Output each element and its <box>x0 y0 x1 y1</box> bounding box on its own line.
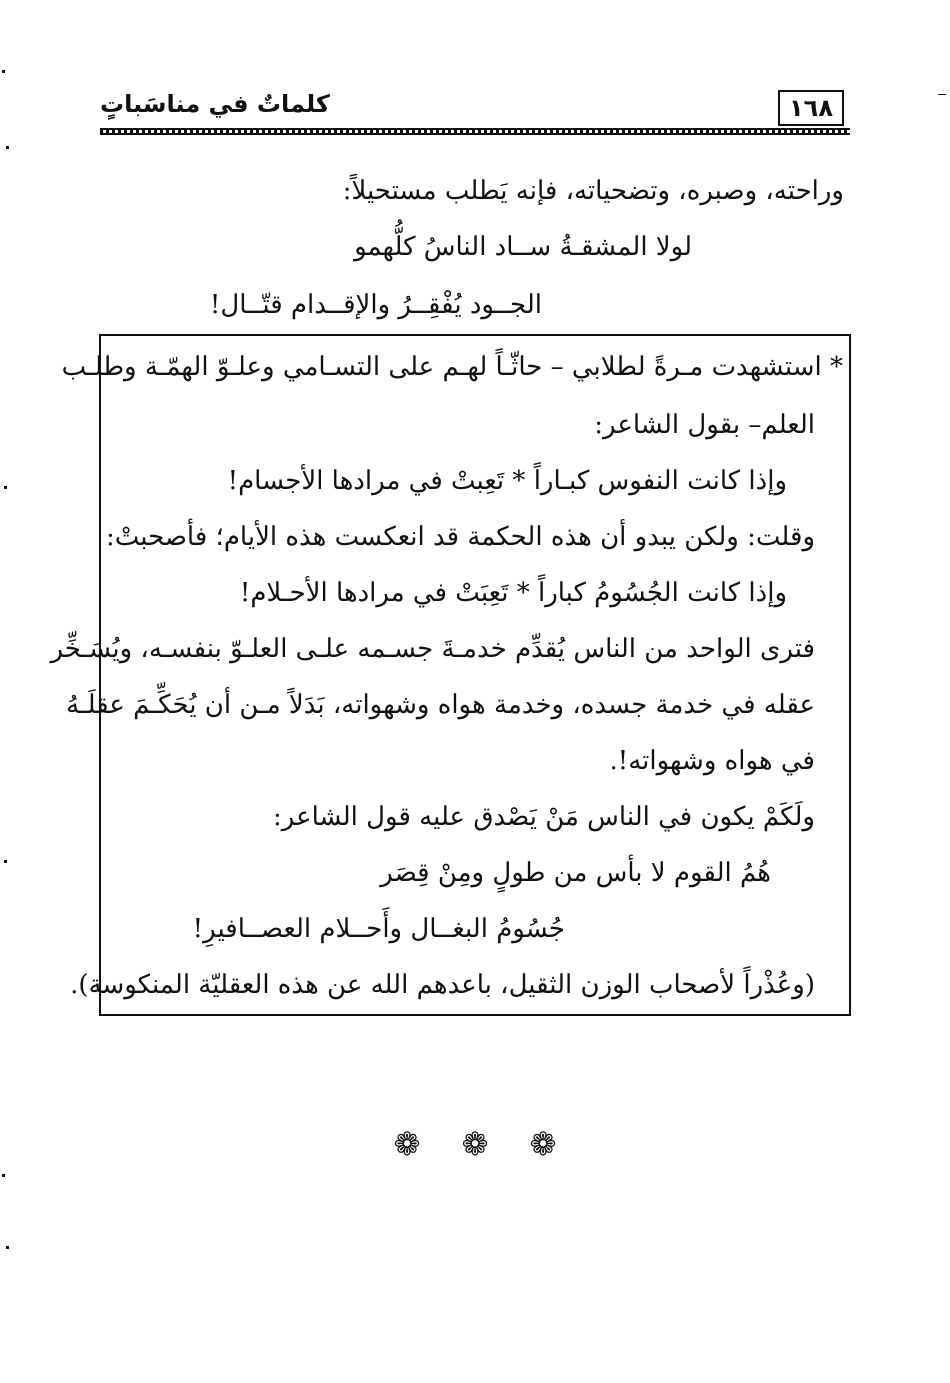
intro-line: وراحته، وصبره، وتضحياته، فإنه يَطلب مستحيلاً: <box>342 176 844 206</box>
scan-speck <box>938 94 946 95</box>
scan-speck <box>2 70 5 73</box>
footnote-line-4: وقلت: ولكن يبدو أن هذه الحكمة قد انعكست هذه الأيام؛ فأصحبتْ: <box>105 522 815 552</box>
flower-ornament-icon: ❁ <box>393 1125 421 1163</box>
scan-speck <box>6 1246 9 1249</box>
footnote-verse-2: وإذا كانت الجُسُومُ كباراً * تَعِبَتْ في مرادها الأحـلام! <box>239 578 787 608</box>
flower-ornament-icon: ❁ <box>461 1125 489 1163</box>
footnote-verse-3: هُمُ القوم لا بأس من طولٍ ومِنْ قِصَر <box>380 858 771 888</box>
footnote-line-1: * استشهدت مـرةً لطلابي – حاثّـاً لهـم على التسـامي وعلـوّ الهمّـة وطلـب <box>61 352 843 382</box>
page-header <box>100 88 850 132</box>
page-number: ١٦٨ <box>778 90 844 126</box>
footnote-box <box>50 334 851 1016</box>
footnote-line-12: (وعُذْراً لأصحاب الوزن الثقيل، باعدهم الله عن هذه العقليّة المنكوسة). <box>70 970 815 1000</box>
verse-line-1: لولا المشقـةُ ســاد الناسُ كلُّهمو <box>354 232 692 262</box>
footnote-verse-4: جُسُومُ البغــال وأَحــلام العصــافيرِ! <box>192 914 565 944</box>
running-title: كلماتٌ في مناسَباتٍ <box>100 90 330 118</box>
footnote-line-8: في هواه وشهواته!. <box>609 746 815 776</box>
flower-ornament-icon: ❁ <box>529 1125 557 1163</box>
section-end-ornaments <box>0 1125 950 1163</box>
footnote-line-2: العلم– بقول الشاعر: <box>594 410 815 440</box>
scan-speck <box>2 1174 5 1177</box>
header-rule-dashes <box>100 130 850 133</box>
footnote-verse-1: وإذا كانت النفوس كبـاراً * تَعِبتْ في مرادها الأجسام! <box>227 466 787 496</box>
verse-line-2: الجــود يُفْقِــرُ والإقــدام قتّــال! <box>209 290 542 320</box>
footnote-line-7: عقله في خدمة جسده، وخدمة هواه وشهواته، بَدَلاً مـن أن يُحَكِّـمَ عقلَـهُ <box>66 690 815 720</box>
scan-speck <box>6 146 9 149</box>
footnote-line-6: فترى الواحد من الناس يُقدِّم خدمـةَ جسـمه علـى العلـوّ بنفسـه، ويُسَـخِّر <box>50 634 815 664</box>
footnote-line-9: ولَكَمْ يكون في الناس مَنْ يَصْدق عليه قول الشاعر: <box>273 802 815 832</box>
scan-speck <box>4 486 7 489</box>
scan-speck <box>4 860 7 863</box>
